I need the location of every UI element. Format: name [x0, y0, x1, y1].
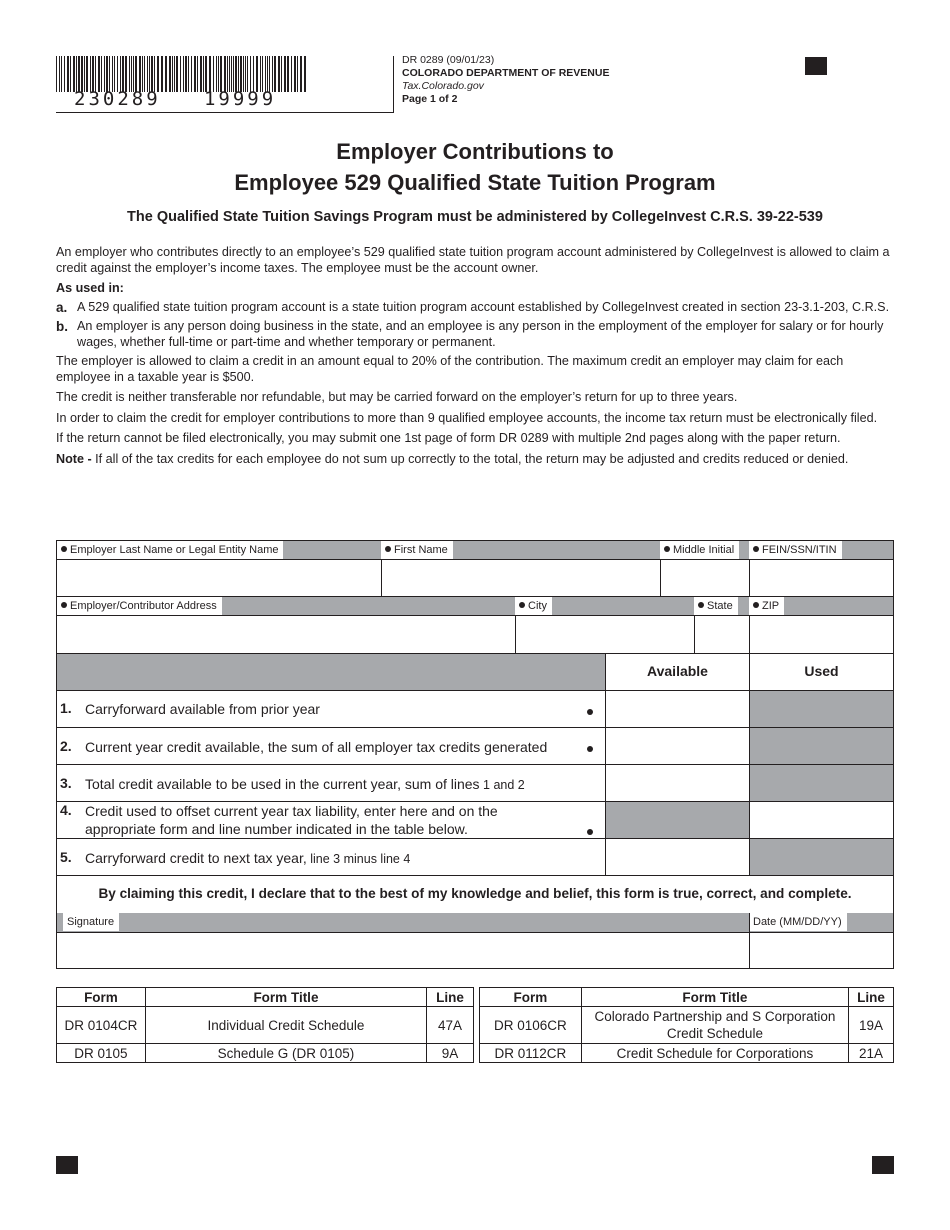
form-id: DR 0289 (09/01/23)	[402, 54, 495, 66]
registration-mark	[805, 57, 827, 75]
barcode-number: 230289 19999	[74, 88, 277, 110]
table-header-row: Form Form Title Line	[57, 988, 474, 1007]
declaration-row	[57, 875, 893, 913]
line-3-row: 3. Total credit available to be used in the current year, sum of lines 1 and 2	[57, 764, 605, 801]
required-dot	[587, 829, 593, 835]
line-4-row: 4. Credit used to offset current year tax liability, enter here and on the appropriate form and line number indicated in the table below.	[57, 801, 605, 838]
line-2-used-shaded	[749, 727, 893, 764]
address-input[interactable]	[57, 615, 515, 653]
line-5-used-shaded	[749, 838, 893, 875]
website: Tax.Colorado.gov	[402, 80, 484, 92]
line-1-used-shaded	[749, 690, 893, 727]
department-name: COLORADO DEPARTMENT OF REVENUE	[402, 67, 610, 79]
first-name-label: First Name	[381, 541, 453, 559]
last-name-input[interactable]	[57, 559, 381, 596]
paragraph: The credit is neither transferable nor refundable, but may be carried forward on the employer’s return for up to three years.	[56, 390, 738, 404]
line-5-row: 5. Carryforward credit to next tax year, line 3 minus line 4	[57, 838, 605, 875]
as-used-heading: As used in:	[56, 281, 124, 295]
form-header-info	[402, 54, 609, 106]
intro-paragraph: An employer who contributes directly to an employee’s 529 qualified state tuition program account administered by CollegeInvest is allowed to claim a credit against the employer’s income taxes. The employee must be the account owner.	[56, 245, 890, 275]
signature-input[interactable]	[57, 932, 749, 968]
definition-item: a. A 529 qualified state tuition program account is a state tuition program account established by CollegeInvest created in section 23-3.1-203, C.R.S.	[56, 299, 890, 315]
available-header: Available	[647, 663, 708, 679]
state-label: State	[694, 597, 738, 615]
line-2-available-input[interactable]	[605, 727, 749, 764]
middle-initial-label: Middle Initial	[660, 541, 739, 559]
date-input[interactable]	[749, 932, 893, 968]
table-row: DR 0106CR Colorado Partnership and S Corporation Credit Schedule 19A	[480, 1007, 894, 1044]
required-dot	[587, 746, 593, 752]
line-4-available-shaded	[605, 801, 749, 838]
line-5-available-input[interactable]	[605, 838, 749, 875]
form-reference-table-right	[479, 987, 894, 1063]
paragraph: The employer is allowed to claim a credit in an amount equal to 20% of the contribution. The maximum credit an employer may claim for each employee in a taxable year is $500.	[56, 354, 844, 384]
registration-mark	[872, 1156, 894, 1174]
state-input[interactable]	[694, 615, 749, 653]
line-2-row: 2. Current year credit available, the sum of all employer tax credits generated	[57, 727, 605, 764]
line-3-used-shaded	[749, 764, 893, 801]
table-header-row: Form Form Title Line	[480, 988, 894, 1007]
fein-label: FEIN/SSN/ITIN	[749, 541, 842, 559]
signature-label: Signature	[63, 913, 119, 931]
credit-form	[56, 540, 894, 969]
line-1-available-input[interactable]	[605, 690, 749, 727]
used-header-cell	[749, 653, 893, 690]
table-row: DR 0104CR Individual Credit Schedule 47A	[57, 1007, 474, 1044]
header-rule	[56, 112, 394, 113]
form-reference-table-left	[56, 987, 474, 1063]
definition-item: b. An employer is any person doing business in the state, and an employee is any person in the employment of the employer for salary or for hourly wages, whether full-time or part-time and whether temporary or permanent.	[56, 319, 884, 349]
city-label: City	[515, 597, 552, 615]
paragraph: In order to claim the credit for employer contributions to more than 9 qualified employee accounts, the income tax return must be electronically filed.	[56, 410, 878, 425]
address-label: Employer/Contributor Address	[57, 597, 222, 615]
page-subtitle: The Qualified State Tuition Savings Program must be administered by CollegeInvest C.R.S. 39-22-539	[127, 209, 823, 225]
line-3-available-input[interactable]	[605, 764, 749, 801]
paragraph: If the return cannot be filed electronically, you may submit one 1st page of form DR 0289 with multiple 2nd pages along with the paper return.	[56, 431, 841, 445]
line-4-used-input[interactable]	[749, 801, 893, 838]
last-name-label: Employer Last Name or Legal Entity Name	[57, 541, 283, 559]
instructions	[56, 245, 896, 472]
fein-input[interactable]	[749, 559, 893, 596]
header-divider	[393, 56, 394, 112]
table-row: DR 0105 Schedule G (DR 0105) 9A	[57, 1044, 474, 1063]
registration-mark	[56, 1156, 78, 1174]
line-1-row: 1. Carryforward available from prior year	[57, 690, 605, 727]
barcode-image	[56, 56, 310, 92]
first-name-input[interactable]	[381, 559, 660, 596]
middle-initial-input[interactable]	[660, 559, 749, 596]
zip-input[interactable]	[749, 615, 893, 653]
declaration-text: By claiming this credit, I declare that to the best of my knowledge and belief, this form is true, correct, and complete.	[98, 886, 852, 901]
date-divider	[749, 913, 750, 932]
date-label: Date (MM/DD/YY)	[749, 913, 847, 931]
city-input[interactable]	[515, 615, 694, 653]
required-dot	[587, 709, 593, 715]
available-header-cell	[605, 653, 749, 690]
note-paragraph: Note - If all of the tax credits for each employee do not sum up correctly to the total, the return may be adjusted and credits reduced or denied.	[56, 451, 849, 466]
column-header-blank	[57, 653, 605, 690]
page-number: Page 1 of 2	[402, 93, 458, 105]
table-row: DR 0112CR Credit Schedule for Corporations 21A	[480, 1044, 894, 1063]
page-title: Employer Contributions to Employee 529 Qualified State Tuition Program	[234, 139, 716, 195]
used-header: Used	[804, 663, 839, 679]
zip-label: ZIP	[749, 597, 784, 615]
